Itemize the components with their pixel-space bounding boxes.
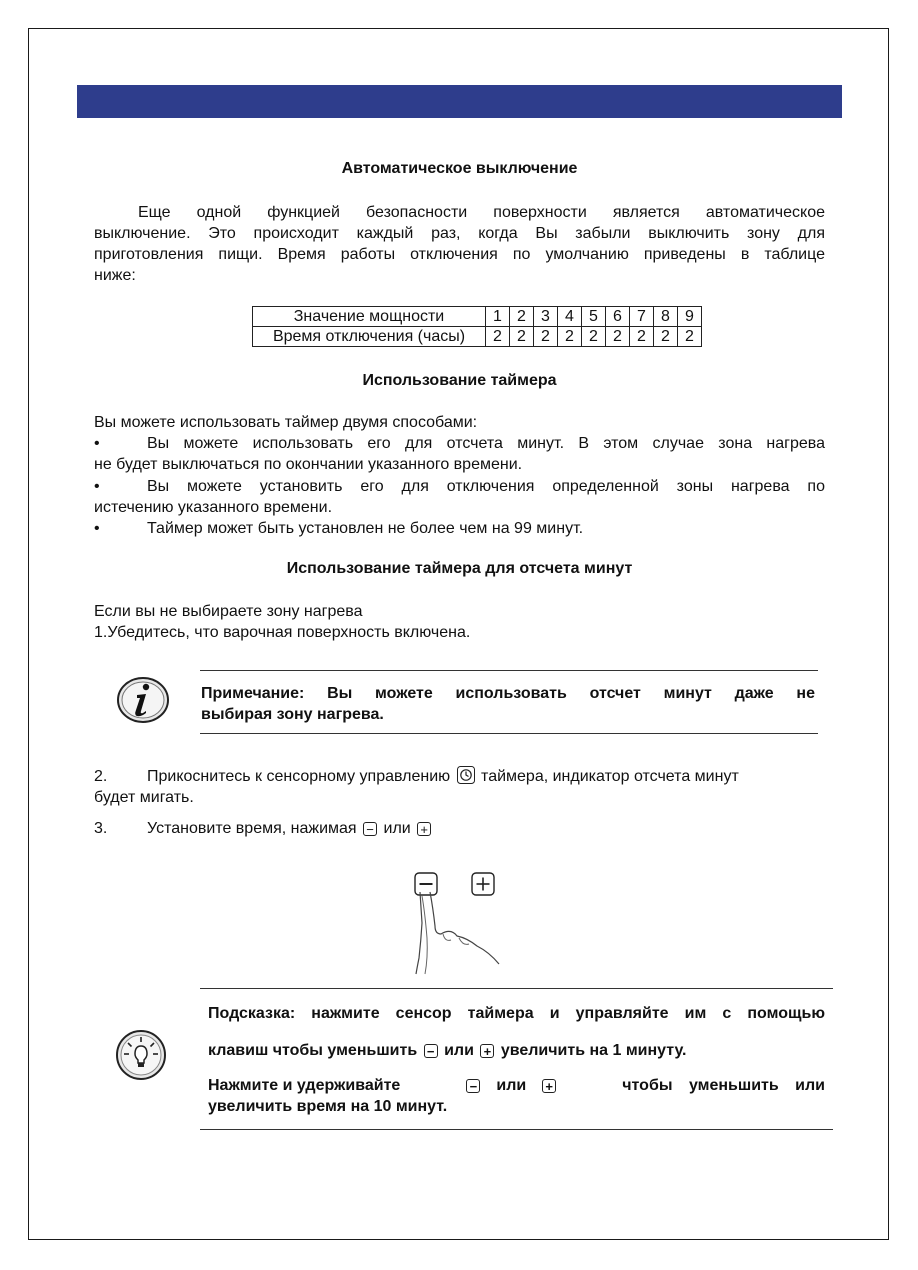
- note-line-1: Примечание: Вы можете использовать отсчет минут даже не: [201, 685, 815, 702]
- table-cell: 5: [582, 307, 606, 327]
- table-cell: 7: [630, 307, 654, 327]
- table-cell: 9: [678, 307, 702, 327]
- table-cell: 8: [654, 307, 678, 327]
- bullet1-line-1: Вы можете использовать его для отсчета минут. В этом случае зона нагрева: [147, 435, 825, 452]
- auto-off-para-line-3: приготовления пищи. Время работы отключения по умолчанию приведены в таблице: [94, 246, 825, 263]
- bullet2-line-2: истечению указанного времени.: [94, 499, 333, 516]
- tip-line-2c: увеличить на 1 минуту.: [500, 1042, 687, 1059]
- tip-line-3-keys: [464, 1075, 558, 1096]
- header-banner: [77, 85, 842, 118]
- auto-off-para-line-1: Еще одной функцией безопасности поверхности является автоматическое: [138, 204, 825, 221]
- step2-line-2: будет мигать.: [94, 789, 194, 806]
- table-cell: 2: [678, 327, 702, 347]
- minus-key-icon: −: [363, 822, 377, 836]
- table-cell: 2: [510, 327, 534, 347]
- bullet3-text: Таймер может быть установлен не более чем на 99 минут.: [147, 520, 584, 537]
- hand-pressing-illustration: [405, 868, 507, 976]
- step2-number: 2.: [94, 768, 108, 785]
- table-cell: 6: [606, 307, 630, 327]
- tip-line-4: увеличить время на 10 минут.: [208, 1098, 448, 1115]
- timer-intro: Вы можете использовать таймер двумя способами:: [94, 414, 478, 431]
- note-bottom-rule: [200, 733, 818, 734]
- tip-line-2a: клавиш чтобы уменьшить: [208, 1042, 418, 1059]
- bullet-icon: •: [94, 520, 100, 537]
- table-cell: 2: [510, 307, 534, 327]
- step3-line: [147, 818, 433, 839]
- note-line-2: выбирая зону нагрева.: [201, 706, 384, 723]
- step3-number: 3.: [94, 820, 108, 837]
- step2-text-b: таймера, индикатор отсчета минут: [481, 768, 739, 785]
- minus-key-icon: −: [424, 1044, 438, 1058]
- bullet-icon: •: [94, 435, 100, 452]
- heading-auto-off: Автоматическое выключение: [341, 160, 578, 177]
- table-cell: 3: [534, 307, 558, 327]
- tip-line-2b: или: [444, 1042, 474, 1059]
- heading-timer-use: Использование таймера: [362, 372, 557, 389]
- tip-line-3b: или: [496, 1077, 527, 1094]
- lightbulb-icon: [114, 1028, 168, 1082]
- tip-line-3c: чтобы уменьшить или: [622, 1077, 825, 1094]
- table-cell: 4: [558, 307, 582, 327]
- plus-key-icon: +: [542, 1079, 556, 1093]
- bullet-icon: •: [94, 478, 100, 495]
- minute-counter-line-1: Если вы не выбираете зону нагрева: [94, 603, 363, 620]
- step3-or: или: [383, 820, 411, 837]
- table-cell: 1: [486, 307, 510, 327]
- plus-key-icon: +: [480, 1044, 494, 1058]
- auto-off-para-line-2: выключение. Это происходит каждый раз, когда Вы забыли выключить зону для: [94, 225, 825, 242]
- note-top-rule: [200, 670, 818, 671]
- tip-line-1: Подсказка: нажмите сенсор таймера и управляйте им с помощью: [208, 1005, 825, 1022]
- step3-text: Установите время, нажимая: [147, 820, 357, 837]
- tip-line-3a: Нажмите и удерживайте: [208, 1077, 401, 1094]
- table-row-power: [253, 307, 702, 327]
- power-off-table: [252, 306, 702, 347]
- auto-off-para-line-4: ниже:: [94, 267, 136, 284]
- heading-minute-counter: Использование таймера для отсчета минут: [286, 560, 633, 577]
- tip-line-3: [208, 1075, 825, 1096]
- bullet1-line-2: не будет выключаться по окончании указанного времени.: [94, 456, 523, 473]
- bullet2-line-1: Вы можете установить его для отключения определенной зоны нагрева по: [147, 478, 825, 495]
- step2-line-1: [147, 766, 739, 787]
- step2-text-a: Прикоснитесь к сенсорному управлению: [147, 768, 451, 785]
- table-row-label: Значение мощности: [253, 307, 486, 327]
- plus-key-icon: +: [417, 822, 431, 836]
- minus-key-icon: −: [466, 1079, 480, 1093]
- table-cell: 2: [582, 327, 606, 347]
- info-icon: [115, 675, 171, 725]
- table-cell: 2: [630, 327, 654, 347]
- table-cell: 2: [558, 327, 582, 347]
- table-row-hours: [253, 327, 702, 347]
- tip-bottom-rule: [200, 1129, 833, 1130]
- timer-key-icon: [457, 766, 475, 784]
- table-cell: 2: [654, 327, 678, 347]
- table-cell: 2: [486, 327, 510, 347]
- tip-top-rule: [200, 988, 833, 989]
- table-cell: 2: [534, 327, 558, 347]
- tip-line-2: [208, 1040, 686, 1061]
- minute-counter-line-2: 1.Убедитесь, что варочная поверхность включена.: [94, 624, 471, 641]
- table-row-label: Время отключения (часы): [253, 327, 486, 347]
- table-cell: 2: [606, 327, 630, 347]
